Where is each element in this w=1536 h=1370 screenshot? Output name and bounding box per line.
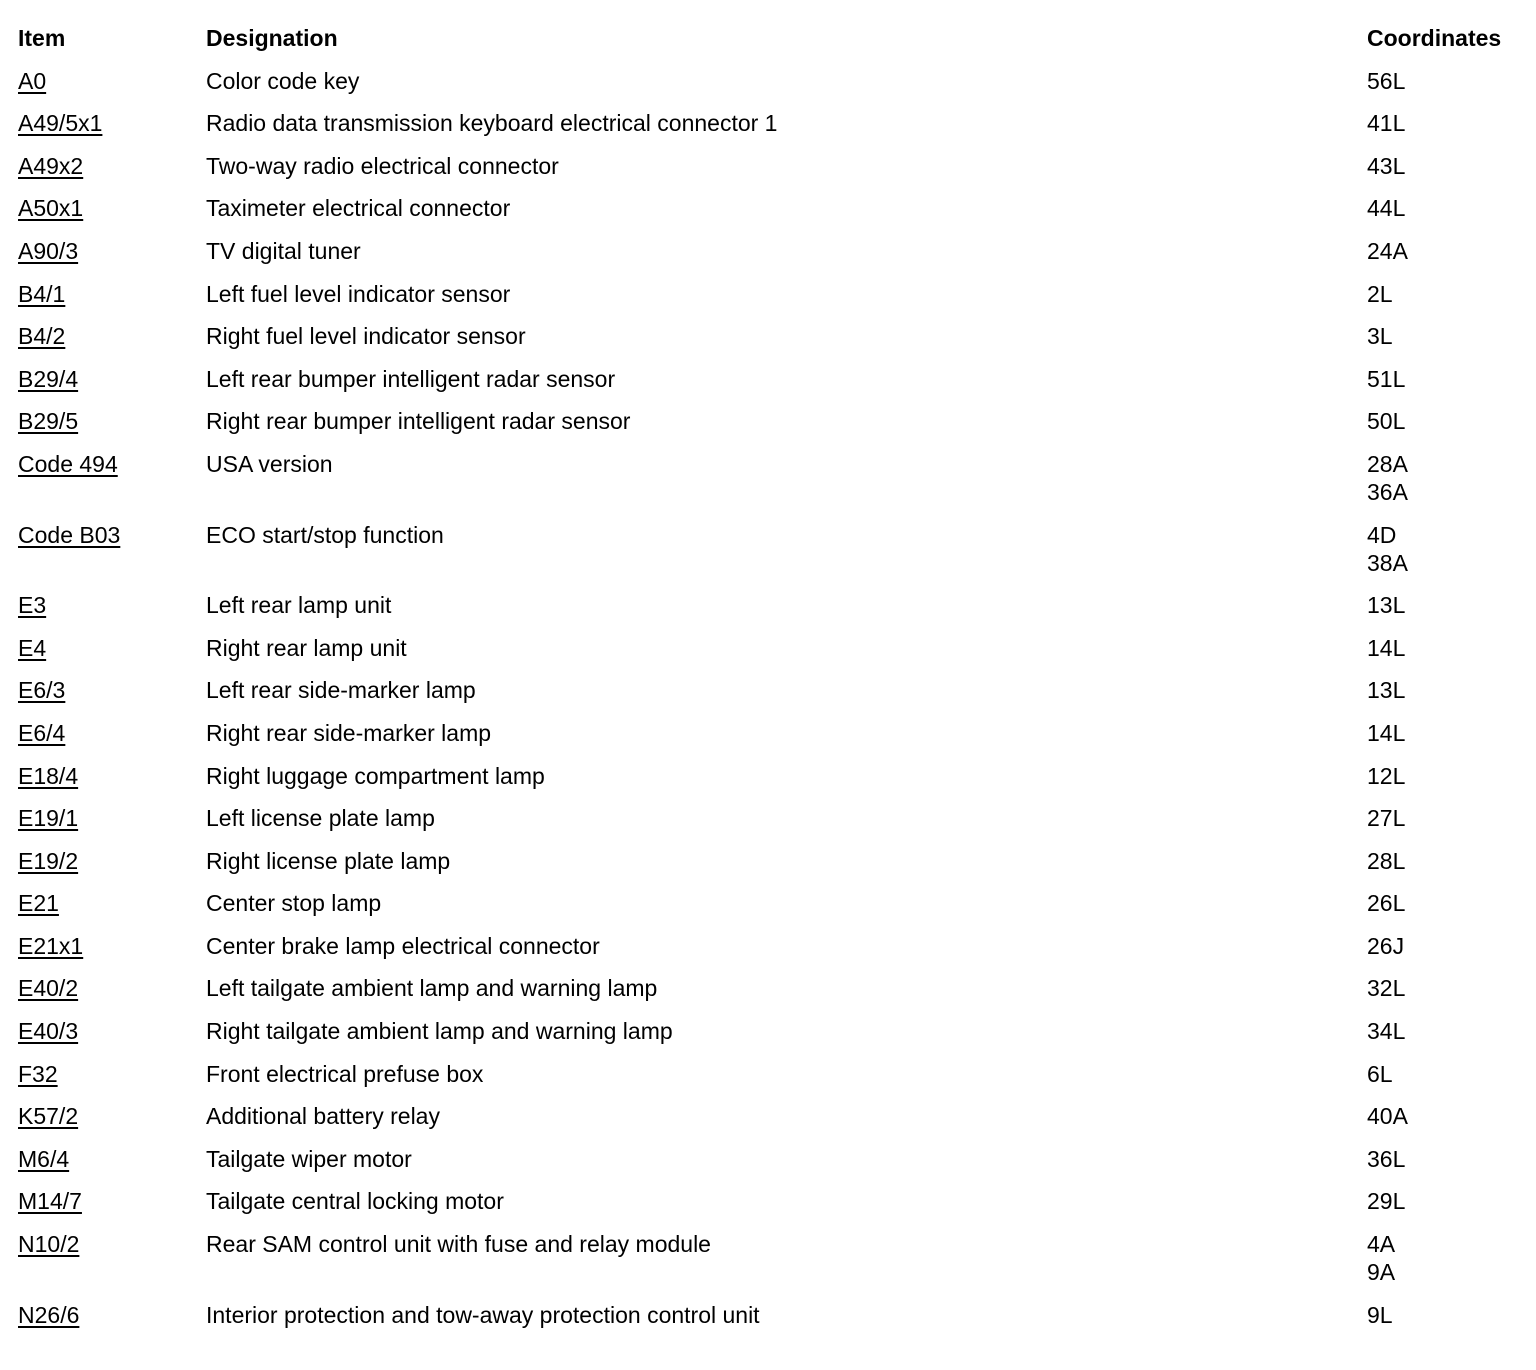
coordinate-value: 36A: [1367, 478, 1408, 505]
coordinate-value: 29L: [1367, 1188, 1406, 1215]
item-link[interactable]: F32: [18, 1060, 58, 1087]
coordinate-value: 32L: [1367, 975, 1406, 1002]
item-link[interactable]: E3: [18, 592, 47, 619]
coordinates-cell: [1367, 109, 1528, 137]
coordinates-cell: [1367, 407, 1528, 435]
coordinate-value: 40A: [1367, 1103, 1408, 1130]
item-cell: [18, 450, 206, 478]
table-row: [18, 109, 1528, 137]
coordinates-cell: [1367, 450, 1528, 506]
coordinate-value: 50L: [1367, 408, 1406, 435]
coordinates-cell: [1367, 762, 1528, 790]
designation-cell: Center brake lamp electrical connector: [206, 932, 600, 959]
table-row: [18, 280, 1528, 308]
coordinate-value: 13L: [1367, 592, 1406, 619]
designation-cell: Front electrical prefuse box: [206, 1060, 484, 1087]
coordinate-value: 4A: [1367, 1231, 1396, 1258]
designation-cell: Left license plate lamp: [206, 805, 435, 832]
coordinates-cell: [1367, 322, 1528, 350]
item-link[interactable]: E19/2: [18, 847, 79, 874]
table-row: [18, 194, 1528, 222]
coordinate-value: 4D: [1367, 521, 1397, 548]
item-cell: [18, 804, 206, 832]
coordinate-value: 28L: [1367, 847, 1406, 874]
designation-cell: Right license plate lamp: [206, 847, 451, 874]
item-link[interactable]: M6/4: [18, 1145, 70, 1172]
coordinates-cell: [1367, 237, 1528, 265]
item-cell: [18, 719, 206, 747]
item-cell: [18, 152, 206, 180]
item-link[interactable]: E6/4: [18, 719, 66, 746]
coordinates-cell: [1367, 194, 1528, 222]
designation-cell: Right rear lamp unit: [206, 634, 407, 661]
table-row: [18, 889, 1528, 917]
table-row: [18, 634, 1528, 662]
coordinate-value: 6L: [1367, 1060, 1393, 1087]
designation-cell: TV digital tuner: [206, 237, 361, 264]
coordinate-value: 26J: [1367, 932, 1405, 959]
table-row: [18, 1145, 1528, 1173]
coordinate-value: 13L: [1367, 677, 1406, 704]
item-cell: [18, 762, 206, 790]
table-row: [18, 407, 1528, 435]
item-link[interactable]: B4/1: [18, 280, 66, 307]
coordinate-value: 27L: [1367, 805, 1406, 832]
table-row: [18, 322, 1528, 350]
coordinates-cell: [1367, 1060, 1528, 1088]
coordinates-cell: [1367, 932, 1528, 960]
coordinate-value: 36L: [1367, 1145, 1406, 1172]
item-cell: [18, 1060, 206, 1088]
coordinate-value: 34L: [1367, 1018, 1406, 1045]
coordinates-cell: [1367, 1301, 1528, 1329]
item-link[interactable]: B29/4: [18, 365, 79, 392]
item-link[interactable]: B29/5: [18, 408, 79, 435]
coordinates-cell: [1367, 676, 1528, 704]
table-row: [18, 591, 1528, 619]
designation-cell: Right luggage compartment lamp: [206, 762, 545, 789]
item-link[interactable]: E21: [18, 890, 59, 917]
item-link[interactable]: A49x2: [18, 152, 84, 179]
designation-cell: Left rear bumper intelligent radar sensor: [206, 365, 616, 392]
item-link[interactable]: A0: [18, 67, 47, 94]
coordinate-value: 12L: [1367, 762, 1406, 789]
designation-cell: Left rear side-marker lamp: [206, 677, 476, 704]
table-row: [18, 719, 1528, 747]
item-cell: [18, 1102, 206, 1130]
table-row: [18, 1230, 1528, 1286]
table-body: [18, 67, 1528, 1329]
table-row: [18, 1060, 1528, 1088]
designation-cell: Tailgate central locking motor: [206, 1188, 504, 1215]
item-link[interactable]: N10/2: [18, 1231, 80, 1258]
coordinates-cell: [1367, 1102, 1528, 1130]
designation-cell: Left tailgate ambient lamp and warning lamp: [206, 975, 658, 1002]
coordinate-value: 3L: [1367, 323, 1393, 350]
designation-cell: Interior protection and tow-away protection control unit: [206, 1301, 760, 1328]
coordinate-value: 51L: [1367, 365, 1406, 392]
coordinates-cell: [1367, 634, 1528, 662]
table-row: [18, 521, 1528, 577]
item-cell: [18, 847, 206, 875]
designation-cell: Color code key: [206, 67, 360, 94]
item-cell: [18, 1017, 206, 1045]
item-link[interactable]: E21x1: [18, 932, 84, 959]
item-cell: [18, 634, 206, 662]
designation-cell: Right rear side-marker lamp: [206, 719, 492, 746]
item-cell: [18, 889, 206, 917]
item-link[interactable]: E6/3: [18, 677, 66, 704]
designation-cell: Additional battery relay: [206, 1103, 440, 1130]
designation-cell: Right rear bumper intelligent radar sensor: [206, 408, 631, 435]
item-cell: [18, 365, 206, 393]
item-link[interactable]: E4: [18, 634, 47, 661]
designation-cell: Left fuel level indicator sensor: [206, 280, 511, 307]
table-row: [18, 762, 1528, 790]
item-link[interactable]: B4/2: [18, 323, 66, 350]
coordinate-value: 9L: [1367, 1301, 1393, 1328]
designation-cell: Tailgate wiper motor: [206, 1145, 412, 1172]
coordinates-cell: [1367, 1145, 1528, 1173]
coordinate-value: 14L: [1367, 719, 1406, 746]
item-cell: [18, 322, 206, 350]
coordinates-cell: [1367, 1017, 1528, 1045]
table-row: [18, 932, 1528, 960]
item-cell: [18, 67, 206, 95]
designation-column-header: Designation: [206, 25, 338, 51]
coordinate-value: 43L: [1367, 152, 1406, 179]
coordinates-cell: [1367, 804, 1528, 832]
item-cell: [18, 521, 206, 549]
designation-cell: Taximeter electrical connector: [206, 195, 511, 222]
coordinates-cell: [1367, 974, 1528, 1002]
item-link[interactable]: A50x1: [18, 195, 84, 222]
item-cell: [18, 676, 206, 704]
coordinates-cell: [1367, 152, 1528, 180]
designation-cell: Left rear lamp unit: [206, 592, 392, 619]
designation-cell: Right tailgate ambient lamp and warning lamp: [206, 1018, 673, 1045]
designation-cell: Rear SAM control unit with fuse and relay module: [206, 1231, 711, 1258]
coordinate-value: 38A: [1367, 549, 1408, 576]
item-cell: [18, 194, 206, 222]
item-cell: [18, 109, 206, 137]
table-row: [18, 237, 1528, 265]
item-link[interactable]: Code 494: [18, 450, 118, 477]
designation-cell: Radio data transmission keyboard electrical connector 1: [206, 110, 778, 137]
table-row: [18, 1301, 1528, 1329]
coordinate-value: 26L: [1367, 890, 1406, 917]
coordinates-cell: [1367, 719, 1528, 747]
designation-cell: USA version: [206, 450, 333, 477]
coordinates-cell: [1367, 1187, 1528, 1215]
header-row: [18, 24, 1528, 52]
table-row: [18, 365, 1528, 393]
coordinates-cell: [1367, 847, 1528, 875]
coordinate-value: 56L: [1367, 67, 1406, 94]
table-row: [18, 676, 1528, 704]
coordinate-value: 24A: [1367, 237, 1408, 264]
table-row: [18, 152, 1528, 180]
item-link[interactable]: N26/6: [18, 1301, 80, 1328]
designation-cell: Right fuel level indicator sensor: [206, 323, 526, 350]
table-row: [18, 804, 1528, 832]
item-link[interactable]: E18/4: [18, 762, 79, 789]
coordinate-value: 28A: [1367, 450, 1408, 477]
item-cell: [18, 1230, 206, 1258]
item-link[interactable]: M14/7: [18, 1188, 82, 1215]
item-column-header: Item: [18, 25, 66, 51]
item-link[interactable]: E40/2: [18, 975, 79, 1002]
table-row: [18, 67, 1528, 95]
table-row: [18, 1017, 1528, 1045]
item-link[interactable]: Code B03: [18, 521, 121, 548]
coordinates-cell: [1367, 365, 1528, 393]
item-cell: [18, 1145, 206, 1173]
coordinates-cell: [1367, 521, 1528, 577]
designation-cell: Two-way radio electrical connector: [206, 152, 559, 179]
coordinate-value: 14L: [1367, 634, 1406, 661]
item-cell: [18, 932, 206, 960]
component-legend-table: [18, 24, 1528, 1343]
item-cell: [18, 237, 206, 265]
item-link[interactable]: A90/3: [18, 237, 79, 264]
coordinates-cell: [1367, 1230, 1528, 1286]
item-cell: [18, 974, 206, 1002]
item-cell: [18, 1187, 206, 1215]
item-cell: [18, 1301, 206, 1329]
table-row: [18, 450, 1528, 506]
coordinates-cell: [1367, 591, 1528, 619]
coordinate-value: 9A: [1367, 1259, 1396, 1286]
item-link[interactable]: E19/1: [18, 805, 79, 832]
table-row: [18, 1102, 1528, 1130]
coordinates-cell: [1367, 280, 1528, 308]
coordinates-cell: [1367, 67, 1528, 95]
coordinates-column-header: Coordinates: [1367, 25, 1502, 51]
coordinate-value: 44L: [1367, 195, 1406, 222]
coordinate-value: 2L: [1367, 280, 1393, 307]
coordinates-cell: [1367, 889, 1528, 917]
table-row: [18, 847, 1528, 875]
item-link[interactable]: K57/2: [18, 1103, 79, 1130]
item-link[interactable]: E40/3: [18, 1018, 79, 1045]
table-row: [18, 1187, 1528, 1215]
item-cell: [18, 591, 206, 619]
table-row: [18, 974, 1528, 1002]
designation-cell: ECO start/stop function: [206, 521, 444, 548]
item-link[interactable]: A49/5x1: [18, 110, 103, 137]
designation-cell: Center stop lamp: [206, 890, 382, 917]
item-cell: [18, 280, 206, 308]
item-cell: [18, 407, 206, 435]
coordinate-value: 41L: [1367, 110, 1406, 137]
